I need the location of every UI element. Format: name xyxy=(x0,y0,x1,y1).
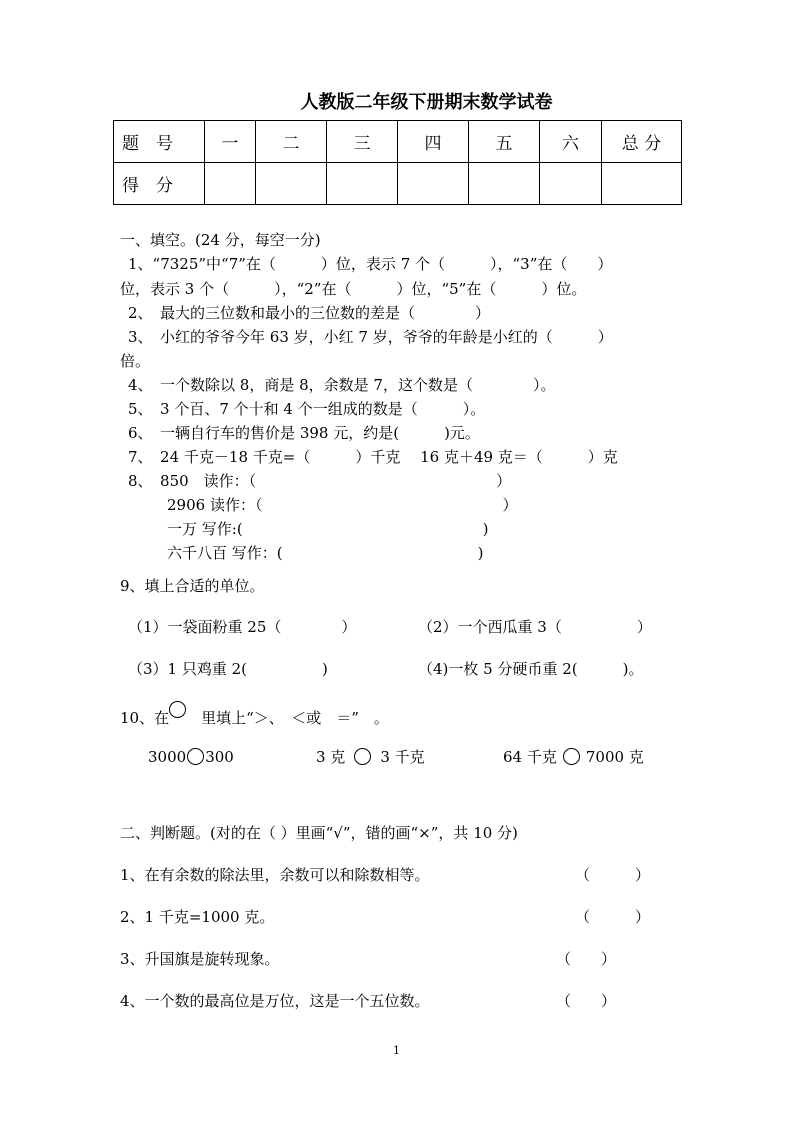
question-9-item-3: （3）1 只鸡重 2( ) xyxy=(128,660,328,678)
header-cell-1: 一 xyxy=(205,121,256,163)
compare-circle-3[interactable] xyxy=(563,748,580,765)
question-8-line-4: 六千八百 写作：( ) xyxy=(167,544,484,562)
question-8-line-3: 一万 写作:( ) xyxy=(167,520,489,538)
judge-blank-2[interactable]: （ ） xyxy=(575,908,651,926)
score-table-header-row xyxy=(114,121,682,163)
question-10 xyxy=(120,701,389,728)
page-title: 人教版二年级下册期末数学试卷 xyxy=(300,92,553,113)
compare-item-1 xyxy=(148,747,234,767)
score-table-score-row xyxy=(114,163,682,205)
circle-icon xyxy=(169,701,186,718)
compare-right: 7000 克 xyxy=(585,748,644,766)
score-table xyxy=(113,120,682,205)
score-cell[interactable] xyxy=(205,163,256,205)
judge-item-3: 3、升国旗是旋转现象。 xyxy=(120,950,280,968)
question-6: 6、 一辆自行车的售价是 398 元，约是( )元。 xyxy=(128,424,480,442)
score-cell[interactable] xyxy=(602,163,682,205)
question-10-suffix: 里填上“＞、 ＜或 ＝” 。 xyxy=(186,709,389,727)
section1-heading: 一、填空。(24 分，每空一分) xyxy=(120,231,321,249)
compare-item-3 xyxy=(503,747,644,767)
header-cell-6: 六 xyxy=(540,121,602,163)
judge-blank-3[interactable]: （ ） xyxy=(556,950,617,968)
score-cell[interactable] xyxy=(540,163,602,205)
question-10-prefix: 10、在 xyxy=(120,709,170,727)
header-cell-2: 二 xyxy=(256,121,327,163)
header-cell-label: 题 号 xyxy=(114,121,205,163)
question-1-line-1: 1、“7325”中“7”在（ ）位，表示 7 个（ ），“3”在（ ） xyxy=(128,255,613,273)
question-4: 4、 一个数除以 8，商是 8，余数是 7，这个数是（ ）。 xyxy=(128,376,556,394)
judge-blank-4[interactable]: （ ） xyxy=(556,992,617,1010)
question-8-line-2: 2906 读作：（ ） xyxy=(167,496,518,514)
score-cell[interactable] xyxy=(327,163,398,205)
compare-item-2 xyxy=(316,747,425,767)
score-cell[interactable] xyxy=(469,163,540,205)
header-cell-4: 四 xyxy=(398,121,469,163)
compare-right: 3 千克 xyxy=(380,748,425,766)
header-cell-5: 五 xyxy=(469,121,540,163)
compare-left: 3000 xyxy=(148,748,187,766)
score-cell[interactable] xyxy=(398,163,469,205)
question-9-item-4: （4)一枚 5 分硬币重 2( )。 xyxy=(418,660,644,678)
question-8-line-1: 8、 850 读作：（ ） xyxy=(128,472,512,490)
compare-circle-1[interactable] xyxy=(187,748,204,765)
section2-heading: 二、判断题。(对的在（ ）里画“√”，错的画“×”，共 10 分) xyxy=(120,824,518,842)
question-9: 9、填上合适的单位。 xyxy=(120,577,265,595)
header-cell-3: 三 xyxy=(327,121,398,163)
question-9-item-2: （2）一个西瓜重 3（ ） xyxy=(418,618,652,636)
question-5: 5、 3 个百、7 个十和 4 个一组成的数是（ ）。 xyxy=(128,400,486,418)
question-3-line-1: 3、 小红的爷爷今年 63 岁，小红 7 岁，爷爷的年龄是小红的（ ） xyxy=(128,328,613,346)
compare-circle-2[interactable] xyxy=(354,748,371,765)
question-1-line-2: 位，表示 3 个（ ），“2”在（ ）位，“5”在（ ）位。 xyxy=(120,280,587,298)
compare-right: 300 xyxy=(205,748,234,766)
question-3-line-2: 倍。 xyxy=(120,352,151,370)
question-2: 2、 最大的三位数和最小的三位数的差是（ ） xyxy=(128,304,491,322)
judge-item-4: 4、一个数的最高位是万位，这是一个五位数。 xyxy=(120,992,430,1010)
judge-blank-1[interactable]: （ ） xyxy=(575,866,651,884)
question-7: 7、 24 千克－18 千克=（ ）千克 16 克＋49 克＝（ ）克 xyxy=(128,448,618,466)
page-number: 1 xyxy=(393,1044,400,1057)
judge-item-1: 1、在有余数的除法里，余数可以和除数相等。 xyxy=(120,866,430,884)
compare-left: 3 克 xyxy=(316,748,346,766)
question-9-item-1: （1）一袋面粉重 25（ ） xyxy=(128,618,357,636)
score-cell[interactable] xyxy=(256,163,327,205)
compare-left: 64 千克 xyxy=(503,748,557,766)
judge-item-2: 2、1 千克=1000 克。 xyxy=(120,908,275,926)
score-row-label: 得 分 xyxy=(114,163,205,205)
header-cell-total: 总 分 xyxy=(602,121,682,163)
